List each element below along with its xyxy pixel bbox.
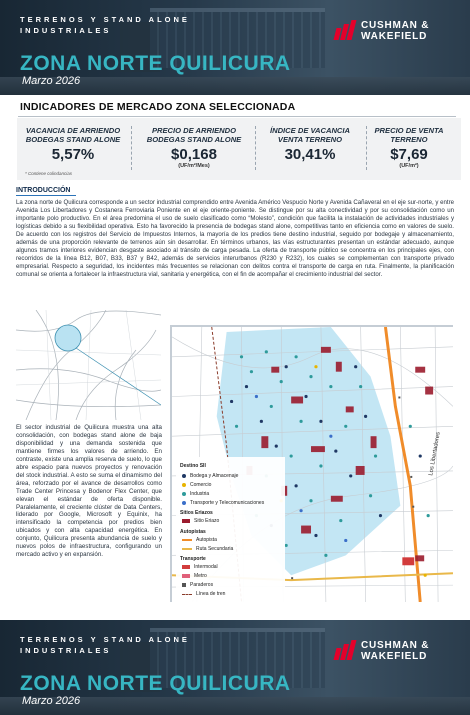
- kpi-vacancia-terreno: [255, 126, 365, 163]
- kicker-line-1: TERRENOS Y STAND ALONE: [20, 15, 190, 24]
- kpi-label: VACANCIA DE ARRIENDO BODEGAS STAND ALONE: [25, 126, 121, 144]
- legend-group-destino: Destino SII: [180, 463, 206, 469]
- logo-text: [361, 640, 429, 662]
- indicators-title: INDICADORES DE MERCADO ZONA SELECCIONADA: [20, 101, 296, 113]
- side-paragraph: El sector industrial de Quilicura muestra una alta consolidación, con bodegas stand alone de baja disponibilidad y una demanda sostenida que mantiene firmes los valores de arriendo. En contraste, existe una amplia reserva de suelo, lo que abre espacio para nuevos proyectos y renovación del stock industrial. A esto se suma el dinamismo del área, reforzado por el avance de desarrollos como Trade Center Princesa y Bodenor Flex Center, que elevan el estándar de oferta disponible. Paralelamente, el creciente clúster de Data Centers, liderado por Google, Microsoft y Equinix, ha intensificado la competencia por predios bien ubicados y con alta capacidad energética. En conjunto, Quilicura presenta abundancia de suelo y nuevos polos de infraestructura, configurando un mercado activo y en expansión.: [16, 424, 162, 559]
- logo-text: [361, 20, 429, 42]
- logo-line-2: WAKEFIELD: [361, 651, 428, 662]
- legend-item-ruta: Ruta Secundaria: [182, 546, 233, 552]
- legend-item-comercio: Comercio: [182, 482, 211, 488]
- header-kicker: [20, 14, 190, 36]
- kpi-label: PRECIO DE VENTA TERRENO: [374, 126, 444, 144]
- legend-item-intermodal: Intermodal: [182, 564, 218, 570]
- header-banner: [0, 0, 470, 95]
- page-title: ZONA NORTE QUILICURA: [20, 52, 291, 75]
- intro-underline: [16, 195, 76, 196]
- kpi-separator: [131, 126, 132, 170]
- logo-line-1: CUSHMAN &: [361, 640, 430, 651]
- kpi-value: $7,69: [390, 146, 428, 163]
- kpi-value: 30,41%: [284, 146, 336, 163]
- logo-line-1: CUSHMAN &: [361, 20, 430, 31]
- legend-item-linea: Línea de tren: [182, 591, 225, 597]
- kpi-label: PRECIO DE ARRIENDO BODEGAS STAND ALONE: [146, 126, 242, 144]
- intro-paragraph: La zona norte de Quilicura corresponde a un sector industrial comprendido entre Avenida Américo Vespucio Norte y Avenida Cañaveral en el eje sur-norte, y entre Avenida Los Libertadores y Costanera Ferroviaria Poniente en el eje oriente-poniente. Se distingue por su alta conectividad y por su consolidación como un importante polo productivo. En el área predomina el uso de suelo clasificado como “Molesto”, condición que facilita la instalación de actividades industriales y logísticas debido a su flexibilidad operativa. Esto ha favorecido la presencia de bodegas stand alone, competitivas tanto en eficiencia como en valores de suelo. De acuerdo con los registros del Servicio de Impuestos Internos, la mayoría de los predios tiene destino industrial, seguido por bodegaje y almacenamiento, además de una proporción relevante de terrenos aún sin desarrollar. En términos urbanos, las vías estructurantes presentan un estándar adecuado, aunque algunos tramos interiores evidencian desgaste asociado al tránsito de carga pesada. La oferta de transporte público se concentra en los principales ejes, con recorridos de la línea B12, B07, B33, B37 y B42, además de servicios interurbanos (R230 y R232), los cuales se complementan con transporte privado empresarial. Respecto a seguridad, los incidentes más frecuentes se relacionan con delitos contra el transporte de carga en ruta. Finalmente, la planificación comunal se orienta a fortalecer la infraestructura vial, sanitaria y energética, con el fin de acompañar el crecimiento industrial del sector.: [16, 199, 454, 278]
- map-legend: [176, 457, 285, 605]
- footer-kicker: [20, 634, 190, 656]
- kpi-vacancia-arriendo: [18, 126, 128, 163]
- street-label: Los Libertadores: [428, 431, 442, 477]
- kpi-unit: (UF/m²/Mes): [178, 163, 210, 169]
- page-date: Marzo 2026: [22, 75, 81, 87]
- footer-title: ZONA NORTE QUILICURA: [20, 672, 291, 695]
- company-logo: [333, 20, 453, 44]
- kpi-footnote: * Contiene colindancias: [25, 171, 73, 176]
- intro-heading: INTRODUCCIÓN: [16, 187, 71, 194]
- footer-company-logo: [333, 640, 453, 664]
- logo-line-2: WAKEFIELD: [361, 31, 428, 42]
- logo-mark-icon: [333, 640, 357, 660]
- kicker-line-2: INDUSTRIALES: [20, 646, 112, 655]
- locator-highlight: [55, 325, 81, 351]
- legend-item-metro: Metro: [182, 573, 207, 579]
- kpi-precio-arriendo: [139, 126, 249, 169]
- legend-item-industria: Industria: [182, 491, 209, 497]
- logo-mark-icon: [333, 20, 357, 40]
- legend-item-paraderos: Paraderos: [182, 582, 213, 588]
- kpi-precio-terreno: [354, 126, 464, 169]
- intermodal-zone: [402, 557, 414, 565]
- legend-item-autopista: Autopista: [182, 537, 217, 543]
- kpi-unit: (UF/m²): [399, 163, 419, 169]
- indicators-divider: [18, 116, 456, 117]
- kicker-line-2: INDUSTRIALES: [20, 26, 112, 35]
- legend-group-eriazos: Sitios Eriazos: [180, 510, 213, 516]
- legend-item-eriazo: Sitio Eriazo: [182, 518, 219, 524]
- legend-group-autopistas: Autopistas: [180, 529, 206, 535]
- footer-banner: [0, 620, 470, 715]
- kpi-value: $0,168: [171, 146, 217, 163]
- legend-item-transporte: Transporte y Telecomunicaciones: [182, 500, 264, 506]
- kicker-line-1: TERRENOS Y STAND ALONE: [20, 635, 190, 644]
- kpi-label: ÍNDICE DE VACANCIA VENTA TERRENO: [269, 126, 351, 144]
- legend-group-transporte: Transporte: [180, 556, 206, 562]
- footer-date: Marzo 2026: [22, 695, 81, 707]
- locator-map: [16, 310, 161, 420]
- legend-item-bodega: Bodega y Almacenaje: [182, 473, 238, 479]
- kpi-value: 5,57%: [51, 146, 95, 163]
